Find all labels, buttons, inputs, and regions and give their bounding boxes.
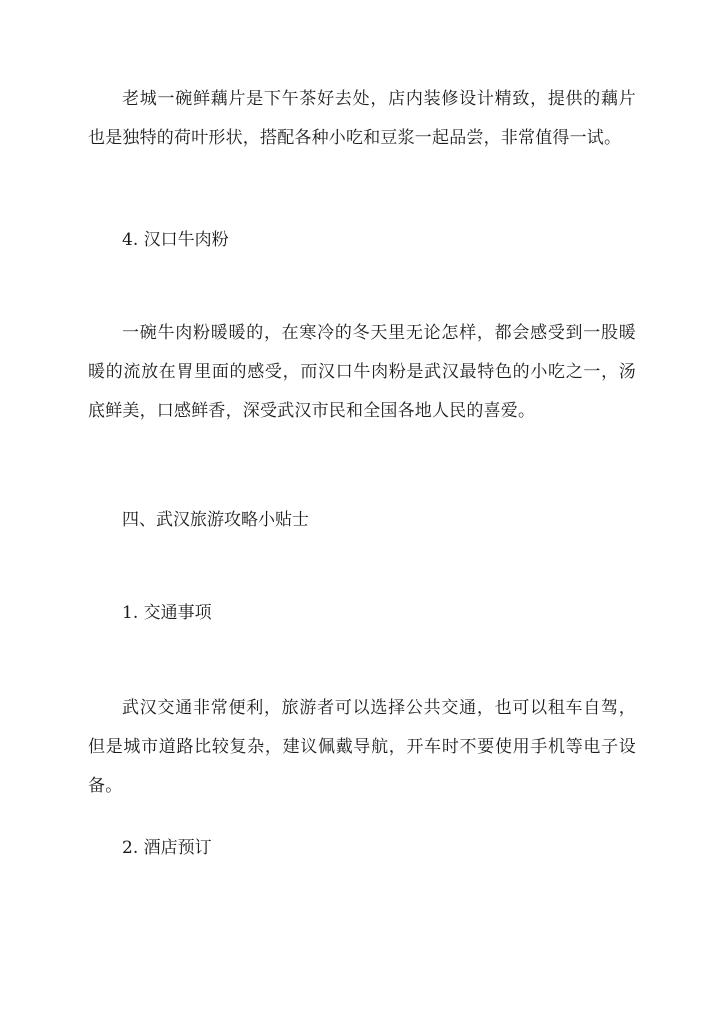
heading-travel-tips: 四、武汉旅游攻略小贴士 [122, 510, 309, 530]
paragraph-lotus-root-slices: 老城一碗鲜藕片是下午茶好去处，店内装修设计精致，提供的藕片也是独特的荷叶形状，搭配各种小吃和豆浆一起品尝，非常值得一试。 [88, 89, 636, 148]
heading-transportation: 1. 交通事项 [122, 603, 212, 623]
heading-hankou-beef-noodles: 4. 汉口牛肉粉 [122, 230, 229, 250]
paragraph-beef-noodles: 一碗牛肉粉暖暖的，在寒冷的冬天里无论怎样，都会感受到一股暖暖的流放在胃里面的感受，而汉口牛肉粉是武汉最特色的小吃之一，汤底鲜美，口感鲜香，深受武汉市民和全国各地人民的喜爱。 [88, 323, 636, 421]
heading-hotel-booking: 2. 酒店预订 [122, 838, 212, 858]
paragraph-transportation: 武汉交通非常便利，旅游者可以选择公共交通，也可以租车自驾，但是城市道路比较复杂，建议佩戴导航，开车时不要使用手机等电子设备。 [88, 698, 636, 796]
